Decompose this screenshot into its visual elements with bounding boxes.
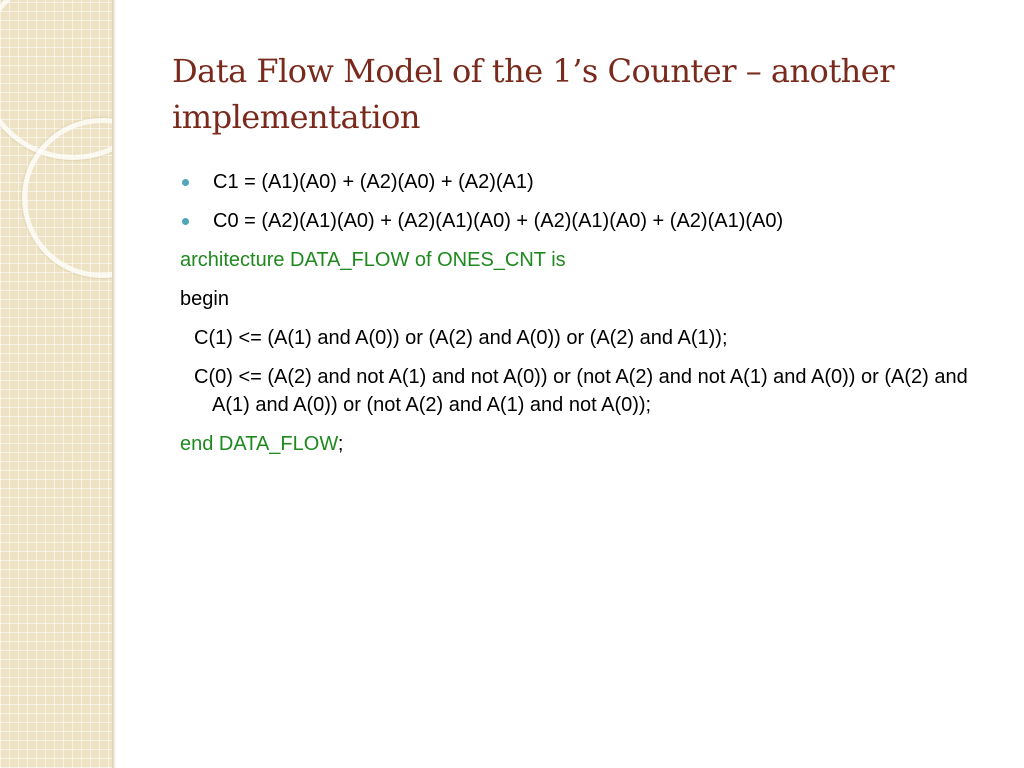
code-end-line: [180, 430, 1000, 458]
bullet-dot-icon: [182, 179, 189, 186]
bullet-item: [180, 168, 1000, 196]
bullet-text-c1: C1 = (A1)(A0) + (A2)(A0) + (A2)(A1): [213, 171, 534, 193]
bullet-text-c0: C0 = (A2)(A1)(A0) + (A2)(A1)(A0) + (A2)(A1)(A0) + (A2)(A1)(A0): [213, 210, 784, 232]
code-c1-assignment: C(1) <= (A(1) and A(0)) or (A(2) and A(0)) or (A(2) and A(1));: [194, 327, 728, 349]
code-c0-assignment: C(0) <= (A(2) and not A(1) and not A(0)) or (not A(2) and not A(1) and A(0)) or (A(2) and A(1) and A(0)) or (not A(2) and A(1) and not A(0));: [194, 366, 968, 416]
slide-content: [180, 168, 1000, 469]
bullet-dot-icon: [182, 218, 189, 225]
code-architecture-line: architecture DATA_FLOW of ONES_CNT is: [180, 249, 566, 271]
sidebar-edge: [112, 0, 116, 768]
decorative-sidebar: [0, 0, 112, 768]
code-end-keyword: end DATA_FLOW: [180, 433, 338, 455]
bullet-item: [180, 207, 1000, 235]
code-begin-line: begin: [180, 288, 229, 310]
code-end-semicolon: ;: [337, 433, 344, 455]
slide-title: Data Flow Model of the 1’s Counter – another implementation: [172, 52, 895, 136]
